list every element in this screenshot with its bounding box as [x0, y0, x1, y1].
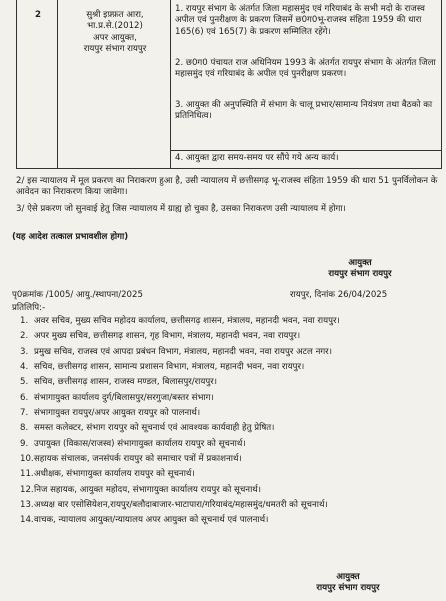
duties-cell: [171, 0, 441, 168]
list-item: 8. समस्त कलेक्टर, संभाग रायपुर को सूचनार्थ एवं आवश्यक कार्यवाही हेतु प्रेषित।: [20, 423, 275, 434]
signatory-place: रायपुर संभाग रायपुर: [328, 269, 392, 280]
list-item: 6. संभागायुक्त कार्यालय दुर्ग/बिलासपुर/सरगुजा/बस्तर संभाग।: [20, 392, 214, 403]
list-item: 5. सचिव, छत्तीसगढ़ शासन, राजस्व मण्डल, बिलासपुर/रायपुर।: [20, 377, 217, 388]
signature-block-2: [278, 572, 418, 595]
list-item: 4. सचिव, छत्तीसगढ़ शासन, सामान्य प्रशासन विभाग, मंत्रालय, महानदी भवन, नवा रायपुर।: [20, 362, 305, 373]
recipient-list: [12, 316, 440, 531]
duty-item-4: 4. आयुक्त द्वारा समय-समय पर सौंपे गये अन्य कार्य।: [175, 153, 339, 163]
officer-name: सुश्री इफ़्फ़त आरा,: [86, 10, 144, 20]
list-item: 10. सहायक संचालक, जनसंपर्क रायपुर को समाचार पत्रों में प्रकाशनार्थ।: [20, 454, 242, 465]
list-item: 7. संभागायुक्त रायपुर/अपर आयुक्त रायपुर को पालनार्थ।: [20, 408, 201, 419]
officer-office: रायपुर संभाग रायपुर: [83, 44, 147, 55]
duty-item-1: 1. रायपुर संभाग के अंतर्गत जिला महासमुंद एवं गरियाबंद के सभी मदो के राजस्व अपील एवं पुनरीक्षण के प्रकरण जिसमें छ0ग0भू-राजस्व संहिता 1959 की धारा 165(6) एवं 165(7) के प्रकरण सम्मिलित रहेंगे।: [175, 4, 425, 37]
officer-details: [62, 10, 168, 55]
responsibility-table: [16, 0, 442, 169]
copy-to-label: प्रतिलिपि:-: [12, 303, 46, 313]
row-divider: [171, 150, 441, 151]
effective-note: (यह आदेश तत्काल प्रभावशील होगा): [12, 232, 129, 242]
paragraph-2: 2/ इस न्यायालय में मूल प्रकरण का निराकरण हुआ है, उसी न्यायालय में छत्तीसगढ़ भू-राजस्व संहिता 1959 की धारा 51 पुनर्विलोकन के आवेदन का निराकरण किया जावेगा।: [16, 176, 438, 198]
officer-designation: अपर आयुक्त,: [93, 32, 137, 43]
list-item: 14. वाचक, न्यायालय आयुक्त/न्यायालय अपर आयुक्त को सूचनार्थ एवं पालनार्थ।: [20, 515, 269, 526]
duty-item-2: 2. छ0ग0 पंचायत राज अधिनियम 1993 के अंतर्गत रायपुर संभाग के अंतर्गत जिला महासमुंद एवं गरियाबंद के अपील एवं पुनरीक्षण प्रकरण।: [175, 58, 436, 80]
signature-block-1: [290, 258, 430, 281]
officer-cell: [58, 0, 171, 168]
duty-item-3: 3. आयुक्त की अनुपस्थिति में संभाग के चालू प्रभार/सामान्य नियंत्रण तथा बैठको का प्रतिनिधित्व।: [175, 100, 433, 122]
signatory-title: आयुक्त: [336, 572, 360, 582]
list-item: 3. प्रमुख सचिव, राजस्व एवं आपदा प्रबंधन विभाग, मंत्रालय, महानदी भवन, नवा रायपुर अटल नगर।: [20, 346, 332, 357]
reference-date: रायपुर, दिनांक 26/04/2025: [290, 290, 388, 300]
officer-service: भा.प्र.से.(2012): [87, 21, 143, 32]
list-item: 12. निज सहायक, आयुक्त महोदय, संभागायुक्त कार्यालय रायपुर को सूचनार्थ।: [20, 484, 262, 495]
list-item: 1. अवर सचिव, मुख्य सचिव महोदय कार्यालय, छत्तीसगढ़ शासन, मंत्रालय, महानदी भवन, नवा रायपुर।: [20, 316, 340, 326]
list-item: 9. उपायुक्त (विकास/राजस्व) संभागायुक्त कार्यालय रायपुर को सूचनार्थ।: [20, 438, 246, 449]
list-item: 2. अपर मुख्य सचिव, छत्तीसगढ़ शासन, गृह विभाग, मंत्रालय, महानदी भवन, नवा रायपुर।: [20, 331, 301, 342]
list-item: 11. अधीक्षक, संभागायुक्त कार्यालय रायपुर को सूचनार्थ।: [20, 469, 195, 480]
serial-cell: [17, 0, 58, 168]
paragraph-3: 3/ ऐसे प्रकरण जो सुनवाई हेतु जिस न्यायालय में ग्राह्य हो चुका है, उसका निराकरण उसी न्यायालय में होगा।: [16, 204, 346, 214]
signatory-title: आयुक्त: [348, 258, 372, 268]
reference-number: पृ0क्रमांक /1005/ आयु./स्थापना/2025: [12, 290, 143, 300]
serial-number: 2: [35, 10, 41, 20]
signatory-place: रायपुर संभाग रायपुर: [316, 583, 380, 594]
list-item: 13. अध्यक्ष बार एसोसियेशन,रायपुर/बलौदाबाजार-भाटापारा/गरियाबंद/महासमुंद/धमतरी को सूचनार्थ।: [20, 500, 328, 511]
